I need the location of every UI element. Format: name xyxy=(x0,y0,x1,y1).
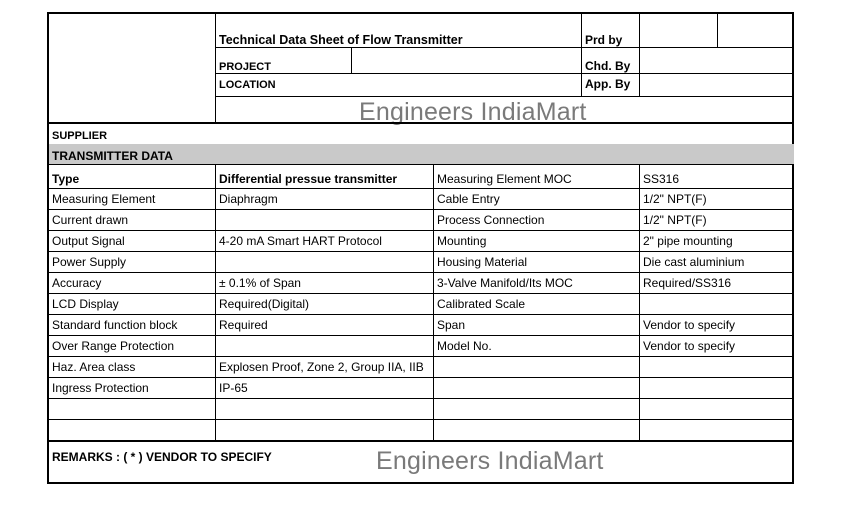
row-divider xyxy=(49,188,794,189)
header-divider xyxy=(351,47,352,73)
remarks-top-line xyxy=(49,440,794,442)
row-label-2: Mounting xyxy=(437,234,487,248)
row-divider xyxy=(49,314,794,315)
row-label: Haz. Area class xyxy=(52,360,136,374)
location-label: LOCATION xyxy=(219,79,276,91)
row-value: Required(Digital) xyxy=(219,297,310,311)
row-value-2: Vendor to specify xyxy=(643,339,736,353)
data-sheet xyxy=(47,12,794,484)
row-value: 4-20 mA Smart HART Protocol xyxy=(219,234,382,248)
type-value: Differential pressue transmitter xyxy=(219,172,398,186)
row-divider xyxy=(49,335,794,336)
header-divider xyxy=(639,14,640,96)
header-divider xyxy=(215,73,794,74)
row-divider xyxy=(49,293,794,294)
row-divider xyxy=(49,209,794,210)
moc-label: Measuring Element MOC xyxy=(437,172,572,186)
row-label-2: Process Connection xyxy=(437,213,545,227)
row-label-2: Calibrated Scale xyxy=(437,297,526,311)
watermark-bottom: Engineers IndiaMart xyxy=(376,447,604,475)
row-value: Diaphragm xyxy=(219,192,278,206)
row-value: IP-65 xyxy=(219,381,248,395)
row-value-2: Required/SS316 xyxy=(643,276,732,290)
row-value-2: Vendor to specify xyxy=(643,318,736,332)
moc-value: SS316 xyxy=(643,172,680,186)
row-value: ± 0.1% of Span xyxy=(219,276,301,290)
row-label: LCD Display xyxy=(52,297,119,311)
chd-by-label: Chd. By xyxy=(585,59,631,73)
row-value-2: Die cast aluminium xyxy=(643,255,745,269)
supplier-top-line xyxy=(49,122,794,124)
header-divider xyxy=(581,14,582,96)
row-label-2: Model No. xyxy=(437,339,492,353)
section-title: TRANSMITTER DATA xyxy=(52,149,173,163)
row-label: Output Signal xyxy=(52,234,125,248)
row-label: Power Supply xyxy=(52,255,127,269)
row-value: Explosen Proof, Zone 2, Group IIA, IIB xyxy=(219,360,424,374)
row-divider xyxy=(49,230,794,231)
section-bottom-line xyxy=(49,164,794,165)
row-label: Accuracy xyxy=(52,276,102,290)
row-divider xyxy=(49,272,794,273)
row-label-2: Housing Material xyxy=(437,255,528,269)
row-value-2: 2" pipe mounting xyxy=(643,234,733,248)
prd-by-label: Prd by xyxy=(585,33,623,47)
app-by-label: App. By xyxy=(585,77,631,91)
remarks-label: REMARKS : ( * ) VENDOR TO SPECIFY xyxy=(52,450,272,464)
row-divider xyxy=(49,398,794,399)
header-divider xyxy=(215,96,794,97)
header-divider xyxy=(717,14,718,47)
type-label: Type xyxy=(52,172,80,186)
row-label: Current drawn xyxy=(52,213,129,227)
row-divider xyxy=(49,251,794,252)
row-divider xyxy=(49,419,794,420)
row-value: Required xyxy=(219,318,268,332)
header-divider xyxy=(215,14,216,122)
row-label-2: 3-Valve Manifold/Its MOC xyxy=(437,276,573,290)
watermark-top: Engineers IndiaMart xyxy=(359,98,587,126)
row-value-2: 1/2" NPT(F) xyxy=(643,213,707,227)
sheet-title: Technical Data Sheet of Flow Transmitter xyxy=(219,33,463,47)
row-label: Over Range Protection xyxy=(52,339,175,353)
row-divider xyxy=(49,356,794,357)
row-label: Ingress Protection xyxy=(52,381,149,395)
row-label-2: Span xyxy=(437,318,466,332)
header-divider xyxy=(215,47,794,48)
row-value-2: 1/2" NPT(F) xyxy=(643,192,707,206)
row-label: Standard function block xyxy=(52,318,178,332)
project-label: PROJECT xyxy=(219,61,271,73)
row-divider xyxy=(49,377,794,378)
supplier-label: SUPPLIER xyxy=(52,130,108,142)
row-label: Measuring Element xyxy=(52,192,156,206)
row-label-2: Cable Entry xyxy=(437,192,500,206)
